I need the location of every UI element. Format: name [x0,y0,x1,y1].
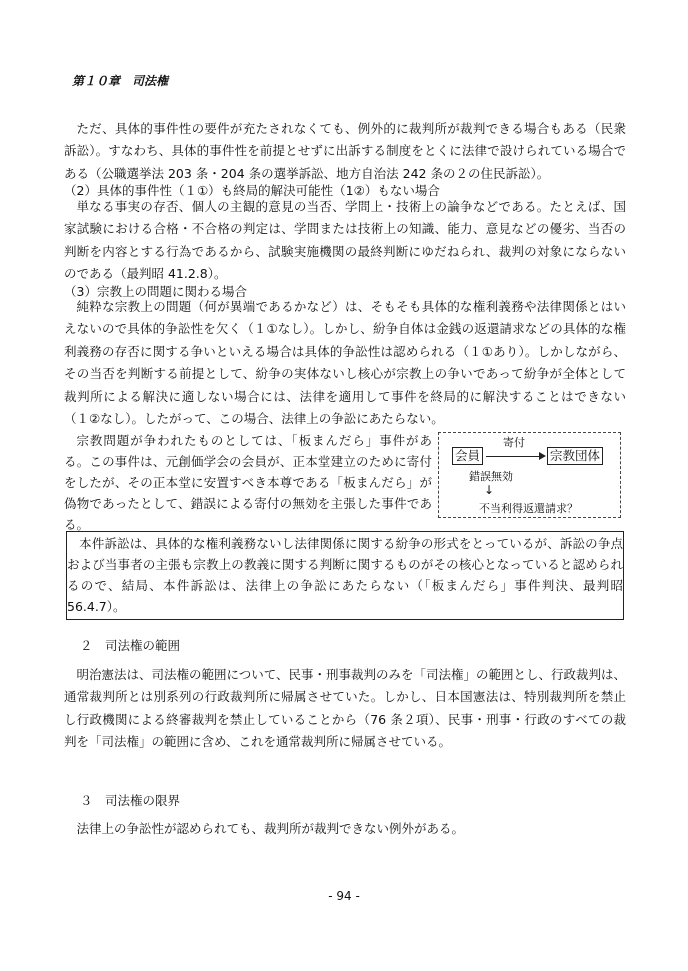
restitution-label: 不当利得返還請求？ [479,502,578,515]
mistake-label: 錯誤無効 [469,470,513,483]
arrow-label: 寄付 [503,436,525,449]
religious-org-node: 宗教団体 [547,447,603,465]
page-number: - 94 - [328,889,360,903]
section-heading-3: （3）宗教上の問題に関わる場合 [64,284,247,299]
arrow-line [486,456,540,457]
boxed-note [66,531,624,620]
section-heading-2: （2）具体的事件性（１①）も終局的解決可能性（1②）もない場合 [64,183,440,198]
arrow-head-icon [539,452,546,460]
chapter-header: 第１０章 司法権 [72,74,169,88]
section-title-3: ３ 司法権の限界 [80,793,181,808]
donation-diagram [438,432,621,518]
boxed-note-text: 本件訴訟は、具体的な権利義務ないし法律関係に関する紛争の形式をとっているが、訴訟の争点および当事者の主張も宗教上の教義に関する判断に関するものがその核心となっていると認められるので、結局、本件訴訟は、法律上の争訟にあたらない（「板まんだら」事件判決、最判昭 56.4.7）。 [67,536,623,614]
member-node: 会員 [452,447,483,465]
intro-paragraph: ただ、具体的事件性の要件が充たされなくても、例外的に裁判所が裁判できる場合もある（民衆訴訟）。すなわち、具体的事件性を前提とせずに出訴する制度をとくに法律で設けられている場合である（公職選挙法 203 条・204 条の選挙訴訟、地方自治法 242 条の２の住民訴訟）。 [64,121,626,181]
section-body-2: 単なる事実の存否、個人の主観的意見の当否、学問上・技術上の論争などである。たとえば、国家試験における合格・不合格の判定は、学問または技術上の知識、能力、意見などの優劣、当否の判断を内容とする行為であるから、試験実施機関の最終判断にゆだねられ、裁判の対象にならないのである（最判昭 41.2.8）。 [64,199,626,282]
section-body-scope: 明治憲法は、司法権の範囲について、民事・刑事裁判のみを「司法権」の範囲とし、行政裁判は、通常裁判所とは別系列の行政裁判所に帰属させていた。しかし、日本国憲法は、特別裁判所を禁止し行政機関による終審裁判を禁止していることから（76 条２項）、民事・刑事・行政のすべての裁判を「司法権」の範囲に含め、これを通常裁判所に帰属させている。 [64,667,627,750]
section-body-3: 純粋な宗教上の問題（何が異端であるかなど）は、そもそも具体的な権利義務や法律関係とはいえないので具体的争訟性を欠く（１①なし）。しかし、紛争自体は金銭の返還請求などの具体的な権利義務の存否に関する争いといえる場合は具体的争訟性は認められる（１①あり）。しかしながら、その当否を判断する前提として、紛争の実体ないし核心が宗教上の争いであって紛争が全体として裁判所による解決に適しない場合には、法律を適用して事件を終局的に解決することはできない（１②なし）。したがって、この場合、法律上の争訟にあたらない。 [64,299,626,427]
case-paragraph: 宗教問題が争われたものとしては、「板まんだら」事件がある。この事件は、元創価学会の会員が、正本堂建立のために寄付をしたが、その正本堂に安置すべき本尊である「板まんだら」が偽物であったとして、錯誤による寄付の無効を主張した事件である。 [64,433,432,532]
section-body-limits: 法律上の争訟性が認められても、裁判所が裁判できない例外がある。 [76,821,465,836]
section-title-2: ２ 司法権の範囲 [80,638,181,653]
down-arrow-icon: ↓ [484,483,495,497]
